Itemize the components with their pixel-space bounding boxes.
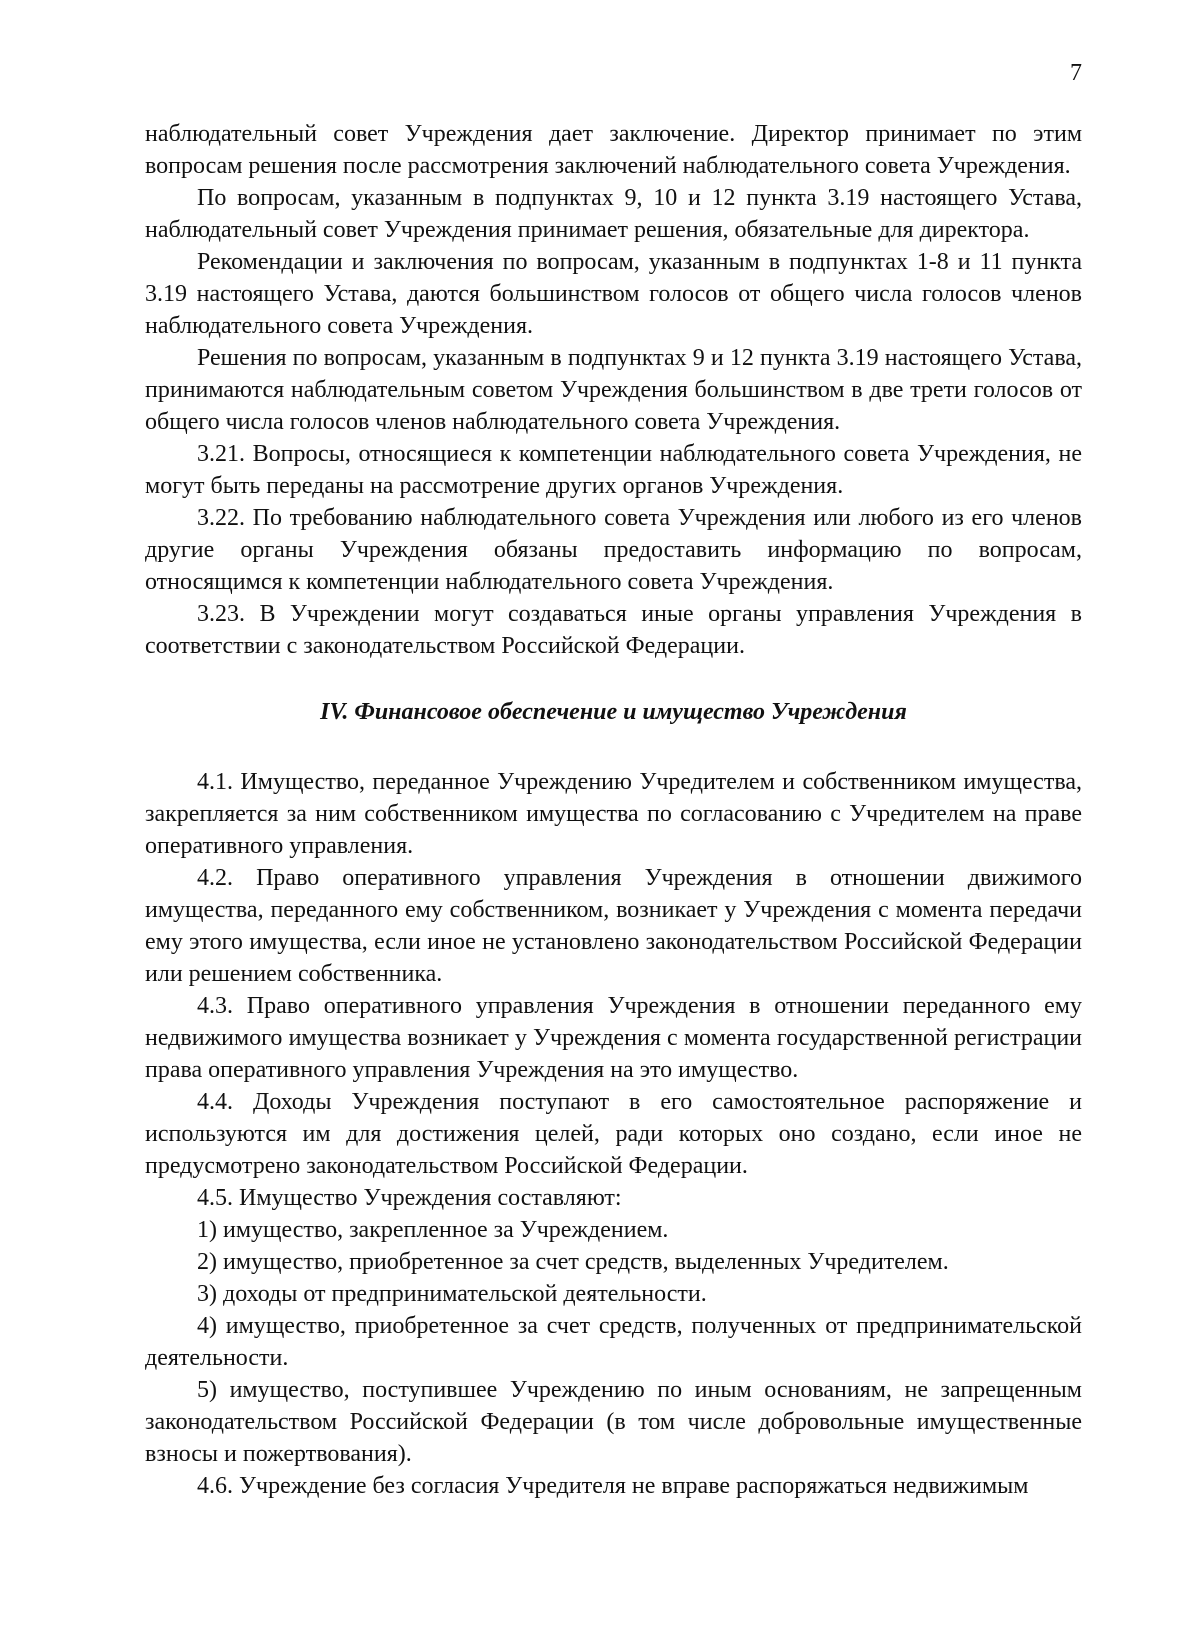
list-item: 1) имущество, закрепленное за Учреждением. bbox=[197, 1217, 669, 1243]
section-heading: IV. Финансовое обеспечение и имущество Учреждения bbox=[320, 699, 907, 725]
list-item: 5) имущество, поступившее Учреждению по иным основаниям, не запрещенным законодательством Российской Федерации (в том числе добровольные имущественные взносы и пожертвования). bbox=[145, 1377, 1082, 1467]
page-number: 7 bbox=[1070, 60, 1082, 86]
paragraph-4-4: 4.4. Доходы Учреждения поступают в его самостоятельное распоряжение и используются им для достижения целей, ради которых оно создано, если иное не предусмотрено законодательством Российской Федерации. bbox=[145, 1089, 1082, 1179]
paragraph-4-2: 4.2. Право оперативного управления Учреждения в отношении движимого имущества, переданного ему собственником, возникает у Учреждения с момента передачи ему этого имущества, если иное не установлено законодательством Российской Федерации или решением собственника. bbox=[145, 865, 1082, 987]
paragraph: Рекомендации и заключения по вопросам, указанным в подпунктах 1-8 и 11 пункта 3.19 настоящего Устава, даются большинством голосов от общего числа голосов членов наблюдательного совета Учреждения. bbox=[145, 249, 1082, 339]
paragraph-3-21: 3.21. Вопросы, относящиеся к компетенции наблюдательного совета Учреждения, не могут быть переданы на рассмотрение других органов Учреждения. bbox=[145, 441, 1082, 499]
paragraph-4-3: 4.3. Право оперативного управления Учреждения в отношении переданного ему недвижимого имущества возникает у Учреждения с момента государственной регистрации права оперативного управления Учреждения на это имущество. bbox=[145, 993, 1082, 1083]
paragraph: По вопросам, указанным в подпунктах 9, 10 и 12 пункта 3.19 настоящего Устава, наблюдательный совет Учреждения принимает решения, обязательные для директора. bbox=[145, 185, 1082, 243]
paragraph-4-1: 4.1. Имущество, переданное Учреждению Учредителем и собственником имущества, закрепляется за ним собственником имущества по согласованию с Учредителем на праве оперативного управления. bbox=[145, 769, 1082, 859]
paragraph-4-6: 4.6. Учреждение без согласия Учредителя не вправе распоряжаться недвижимым bbox=[197, 1473, 1029, 1499]
paragraph-4-5: 4.5. Имущество Учреждения составляют: bbox=[197, 1185, 622, 1211]
paragraph-3-22: 3.22. По требованию наблюдательного совета Учреждения или любого из его членов другие органы Учреждения обязаны предоставить информацию по вопросам, относящимся к компетенции наблюдательного совета Учреждения. bbox=[145, 505, 1082, 595]
document-body bbox=[145, 0, 1082, 1502]
paragraph-3-23: 3.23. В Учреждении могут создаваться иные органы управления Учреждения в соответствии с законодательством Российской Федерации. bbox=[145, 601, 1082, 659]
paragraph: наблюдательный совет Учреждения дает заключение. Директор принимает по этим вопросам решения после рассмотрения заключений наблюдательного совета Учреждения. bbox=[145, 121, 1082, 179]
list-item: 2) имущество, приобретенное за счет средств, выделенных Учредителем. bbox=[197, 1249, 949, 1275]
paragraph: Решения по вопросам, указанным в подпунктах 9 и 12 пункта 3.19 настоящего Устава, принимаются наблюдательным советом Учреждения большинством в две трети голосов от общего числа голосов членов наблюдательного совета Учреждения. bbox=[145, 345, 1082, 435]
list-item: 3) доходы от предпринимательской деятельности. bbox=[197, 1281, 707, 1307]
list-item: 4) имущество, приобретенное за счет средств, полученных от предпринимательской деятельности. bbox=[145, 1313, 1082, 1371]
